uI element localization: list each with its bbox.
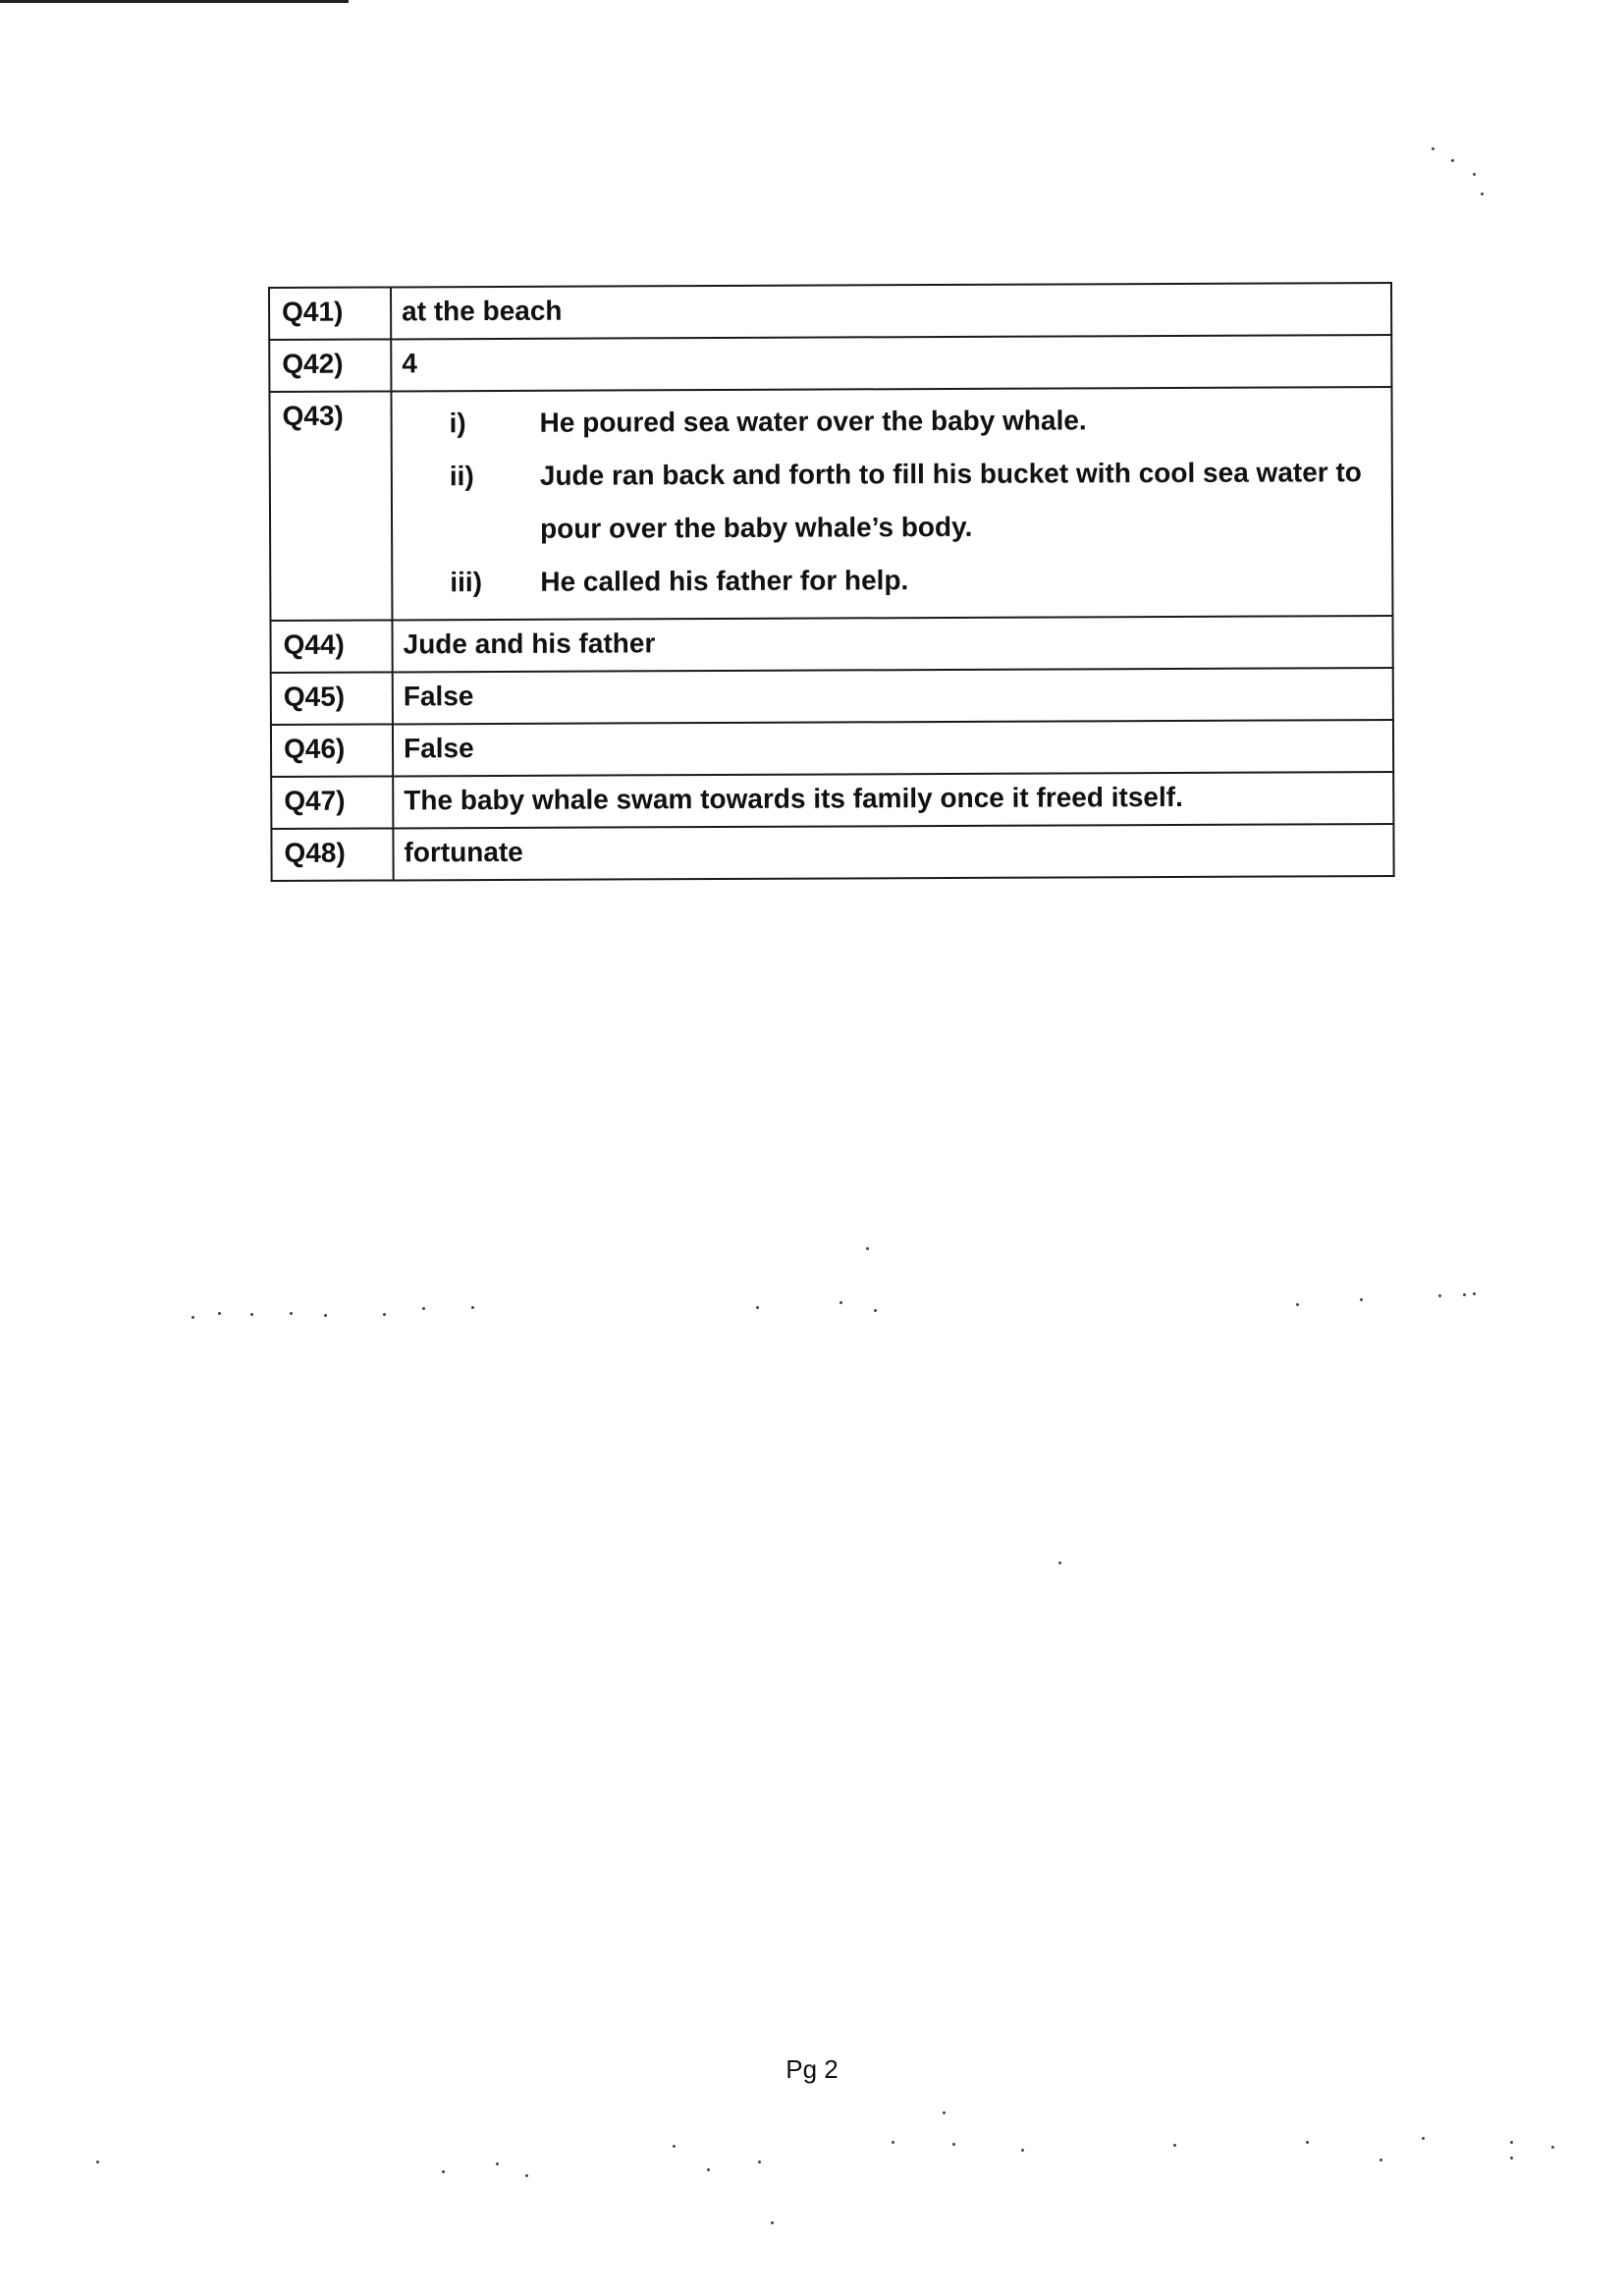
answer-text: Jude and his father: [392, 616, 1392, 672]
scan-speck: [1306, 2141, 1309, 2144]
scan-speck: [1451, 159, 1454, 162]
list-item: [449, 393, 1380, 450]
scan-speck: [892, 2141, 894, 2144]
scan-speck: [250, 1313, 253, 1316]
scan-speck: [1481, 192, 1484, 195]
answer-text: 4: [391, 335, 1391, 391]
scan-speck: [1510, 2157, 1513, 2159]
scan-speck: [383, 1313, 386, 1316]
scan-speck: [290, 1312, 293, 1315]
scan-speck: [1473, 173, 1476, 176]
answer-sub-list: [402, 393, 1381, 609]
sub-item-numeral: i): [449, 408, 466, 439]
scan-speck: [707, 2168, 710, 2171]
scan-speck: [1021, 2149, 1024, 2152]
table-row: [271, 824, 1393, 881]
scan-speck: [943, 2111, 946, 2114]
scan-speck: [952, 2143, 955, 2146]
sub-item-numeral: ii): [449, 461, 474, 492]
question-number: Q41): [269, 287, 391, 340]
scan-speck: [324, 1314, 327, 1317]
scan-speck: [1510, 2141, 1513, 2144]
list-item: [450, 552, 1381, 609]
scan-speck: [673, 2145, 676, 2148]
question-number: Q46): [271, 724, 393, 777]
scan-speck: [96, 2160, 99, 2163]
scan-speck: [525, 2174, 528, 2177]
question-number: Q48): [271, 828, 393, 881]
answer-text: fortunate: [393, 824, 1393, 880]
table-row: [271, 720, 1393, 777]
scan-speck: [422, 1307, 425, 1310]
scan-speck: [1296, 1303, 1299, 1306]
scan-speck: [218, 1312, 221, 1315]
scan-speck: [1360, 1298, 1363, 1301]
top-rule: [0, 0, 349, 3]
scan-speck: [866, 1247, 869, 1250]
list-item: [450, 446, 1381, 556]
question-number: Q43): [269, 391, 392, 621]
scan-speck: [1058, 1561, 1061, 1564]
scan-speck: [839, 1301, 842, 1304]
answer-text: at the beach: [391, 283, 1391, 339]
answer-sub-list-cell: [391, 387, 1392, 620]
question-number: Q47): [271, 776, 393, 829]
table-row: [269, 387, 1392, 621]
scan-speck: [496, 2162, 499, 2165]
scan-speck: [756, 1306, 759, 1309]
scan-speck: [1173, 2144, 1176, 2147]
question-number: Q44): [270, 620, 392, 673]
answer-text: The baby whale swam towards its family once it freed itself.: [393, 772, 1393, 828]
scan-speck: [191, 1316, 194, 1319]
scan-speck: [1463, 1293, 1466, 1296]
sub-item-text: He called his father for help.: [540, 565, 909, 597]
scan-speck: [1438, 1294, 1441, 1297]
sub-item-text: Jude ran back and forth to fill his bucket with cool sea water to pour over the baby whale’s body.: [539, 457, 1362, 544]
sub-item-numeral: iii): [450, 567, 483, 598]
table-row: [271, 668, 1393, 725]
scan-speck: [442, 2170, 445, 2173]
scan-speck: [1422, 2137, 1425, 2140]
scan-speck: [1432, 147, 1435, 150]
table-row: [271, 772, 1393, 829]
sub-item-text: He poured sea water over the baby whale.: [539, 405, 1087, 438]
scan-speck: [1380, 2159, 1382, 2161]
answer-text: False: [393, 720, 1393, 776]
table-row: [269, 283, 1391, 340]
scan-speck: [771, 2221, 774, 2224]
answer-key-table: [268, 282, 1395, 882]
table-row: [270, 616, 1392, 673]
scan-speck: [758, 2160, 761, 2163]
scan-speck: [1551, 2146, 1554, 2149]
page-number: Pg 2: [785, 2054, 839, 2084]
answer-text: False: [393, 668, 1393, 724]
question-number: Q45): [271, 672, 393, 725]
scan-speck: [471, 1306, 474, 1309]
table-row: [269, 335, 1391, 392]
scan-speck: [874, 1309, 877, 1312]
scan-speck: [1473, 1292, 1476, 1295]
question-number: Q42): [269, 339, 391, 392]
